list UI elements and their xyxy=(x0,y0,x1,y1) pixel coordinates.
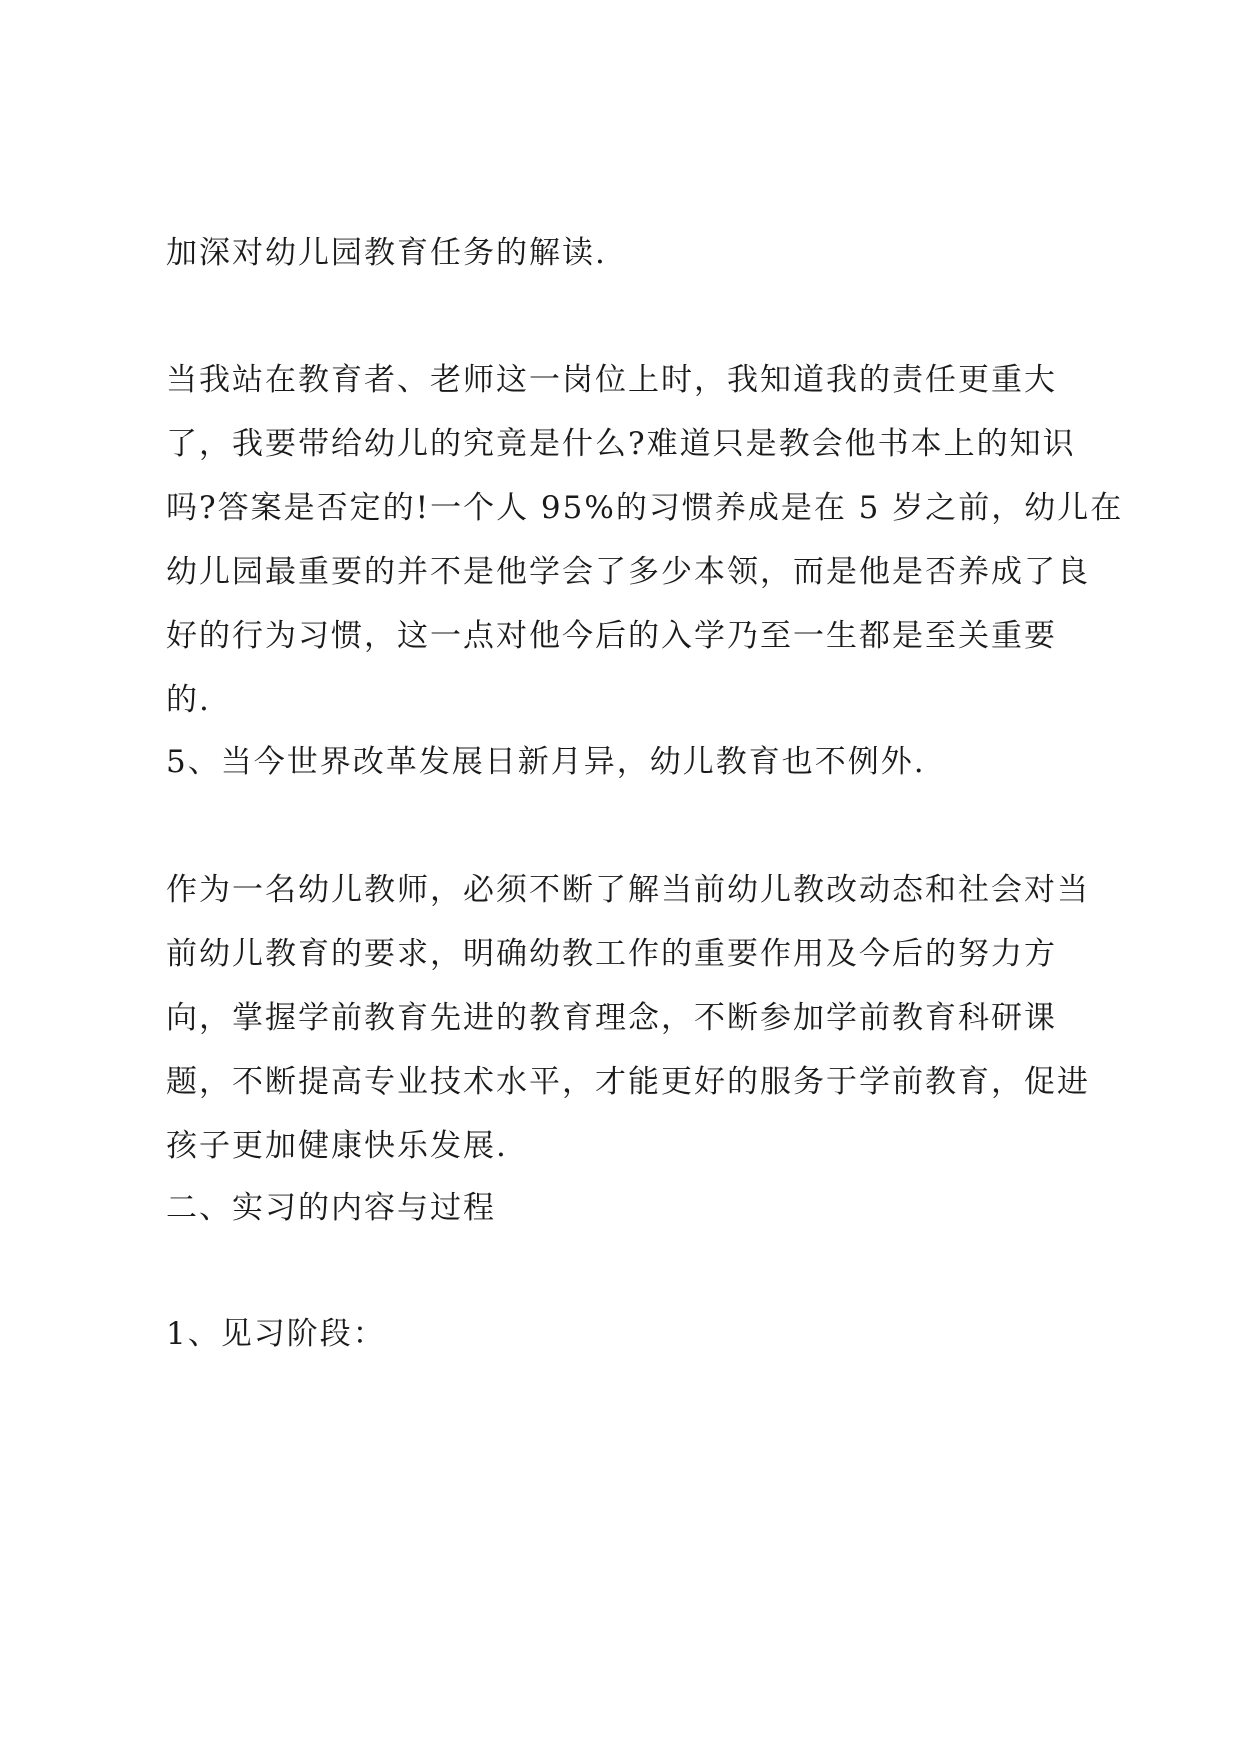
paragraph-line: 好的行为习惯，这一点对他今后的入学乃至一生都是至关重要 xyxy=(166,618,1057,654)
paragraph-line: 1、见习阶段： xyxy=(166,1316,386,1352)
paragraph-line: 前幼儿教育的要求，明确幼教工作的重要作用及今后的努力方 xyxy=(166,936,1057,972)
paragraph-line: 向，掌握学前教育先进的教育理念，不断参加学前教育科研课 xyxy=(166,1000,1057,1036)
paragraph-line: 作为一名幼儿教师，必须不断了解当前幼儿教改动态和社会对当 xyxy=(166,872,1090,908)
paragraph-intro xyxy=(166,221,1106,285)
paragraph-teacher-duty xyxy=(166,858,1106,1178)
subsection-heading-observation xyxy=(166,1302,1106,1366)
paragraph-line: 孩子更加健康快乐发展. xyxy=(166,1128,508,1164)
paragraph-line: 幼儿园最重要的并不是他学会了多少本领，而是他是否养成了良 xyxy=(166,554,1090,590)
paragraph-line: 了，我要带给幼儿的究竟是什么?难道只是教会他书本上的知识 xyxy=(166,426,1076,462)
paragraph-line: 5、当今世界改革发展日新月异，幼儿教育也不例外. xyxy=(166,744,926,780)
paragraph-line: 二、实习的内容与过程 xyxy=(166,1190,496,1226)
paragraph-line: 吗?答案是否定的!一个人 95%的习惯养成是在 5 岁之前，幼儿在 xyxy=(166,490,1124,526)
paragraph-teacher-responsibility xyxy=(166,348,1124,732)
section-heading-internship xyxy=(166,1176,1106,1240)
paragraph-line: 题，不断提高专业技术水平，才能更好的服务于学前教育，促进 xyxy=(166,1064,1090,1100)
paragraph-line: 当我站在教育者、老师这一岗位上时，我知道我的责任更重大 xyxy=(166,362,1057,398)
paragraph-line: 加深对幼儿园教育任务的解读. xyxy=(166,235,607,271)
paragraph-point-5 xyxy=(166,730,1106,794)
paragraph-line: 的. xyxy=(166,682,211,718)
